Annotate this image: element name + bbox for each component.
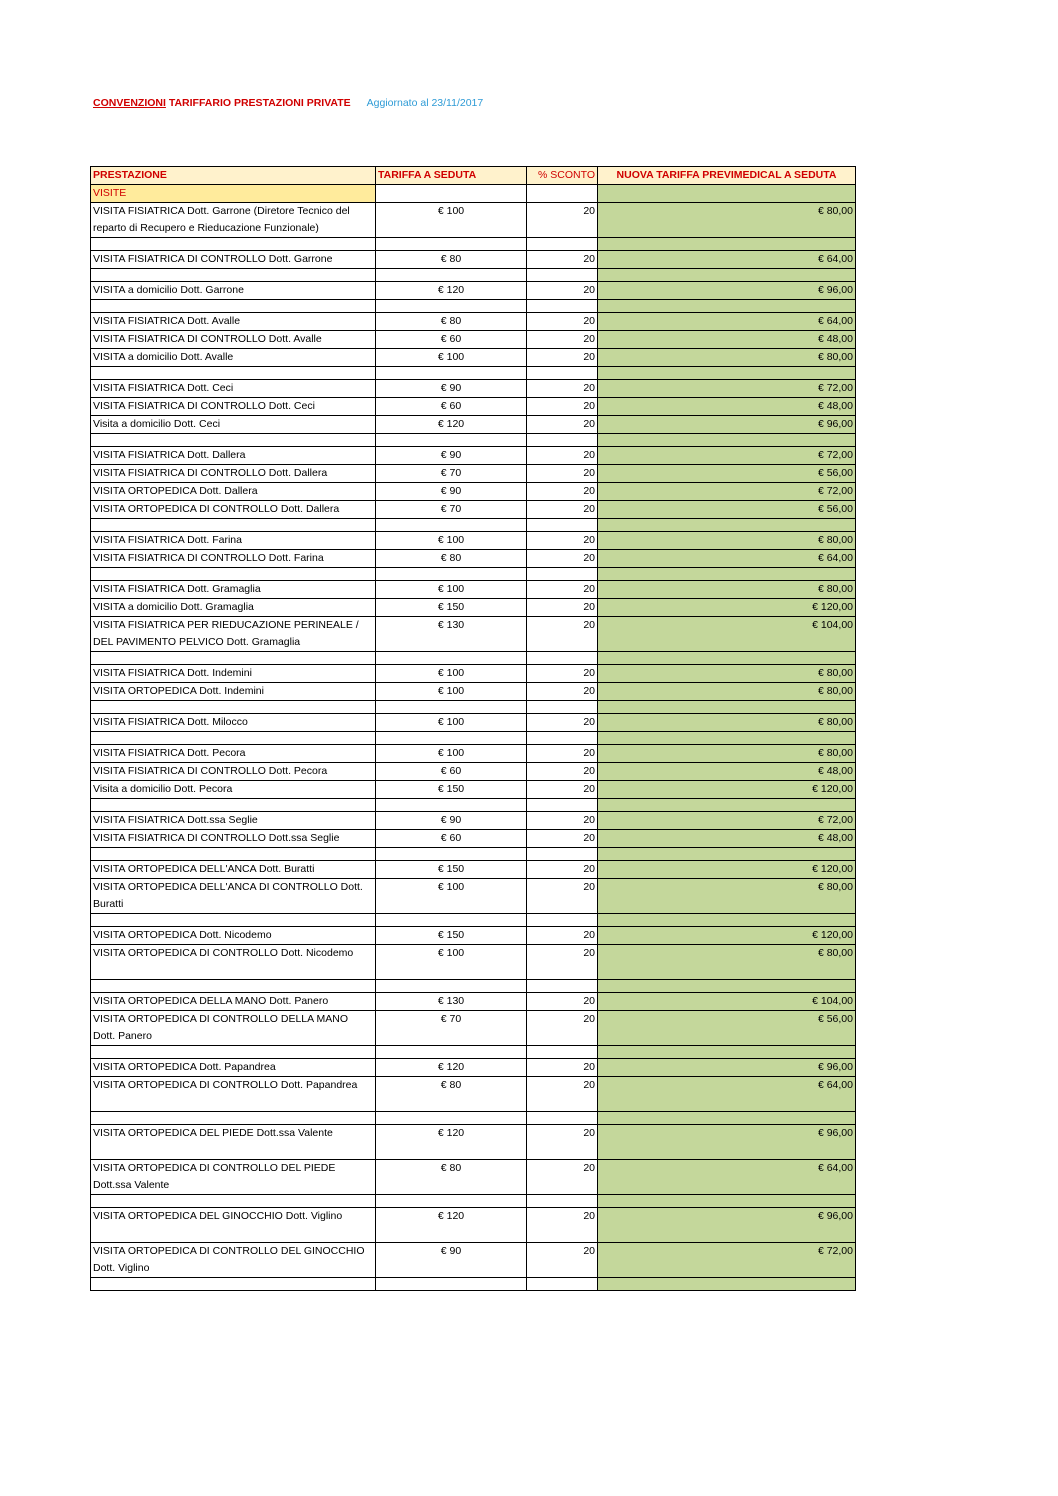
nuova-tariffa-cell [598, 1278, 856, 1291]
prestazione-cell: VISITA ORTOPEDICA DI CONTROLLO DELLA MANO Dott. Panero [91, 1011, 376, 1046]
tariffa-cell: € 100 [376, 665, 527, 683]
prestazione-cell [91, 367, 376, 380]
nuova-tariffa-cell: € 80,00 [598, 879, 856, 914]
sconto-cell [527, 238, 598, 251]
table-row [91, 501, 856, 519]
table-row [91, 282, 856, 300]
sconto-cell: 20 [527, 251, 598, 269]
sconto-cell [527, 1278, 598, 1291]
nuova-tariffa-cell: € 80,00 [598, 945, 856, 980]
tariffa-cell [376, 799, 527, 812]
column-header-prestazione: PRESTAZIONE [91, 167, 376, 185]
spacer-row [91, 1195, 856, 1208]
prestazione-cell [91, 799, 376, 812]
prestazione-cell [91, 1046, 376, 1059]
tariffa-cell: € 100 [376, 683, 527, 701]
sconto-cell: 20 [527, 447, 598, 465]
sconto-cell: 20 [527, 830, 598, 848]
prestazione-cell: VISITA FISIATRICA PER RIEDUCAZIONE PERINEALE / DEL PAVIMENTO PELVICO Dott. Gramaglia [91, 617, 376, 652]
prestazione-cell [91, 1195, 376, 1208]
nuova-tariffa-cell: € 80,00 [598, 745, 856, 763]
prestazione-cell: VISITA FISIATRICA DI CONTROLLO Dott. Dallera [91, 465, 376, 483]
nuova-tariffa-cell: € 80,00 [598, 714, 856, 732]
tariffa-cell: € 90 [376, 483, 527, 501]
nuova-tariffa-cell [598, 914, 856, 927]
sconto-cell: 20 [527, 861, 598, 879]
sconto-cell [527, 367, 598, 380]
prestazione-cell: VISITA a domicilio Dott. Avalle [91, 349, 376, 367]
nuova-tariffa-cell: € 96,00 [598, 1125, 856, 1160]
prestazione-cell: VISITA ORTOPEDICA DELL'ANCA DI CONTROLLO Dott. Buratti [91, 879, 376, 914]
tariffa-cell: € 80 [376, 313, 527, 331]
prestazione-cell: VISITA FISIATRICA Dott. Garrone (Diretore Tecnico del reparto di Recupero e Rieducazione Funzionale) [91, 203, 376, 238]
nuova-tariffa-cell: € 72,00 [598, 380, 856, 398]
nuova-tariffa-cell: € 120,00 [598, 927, 856, 945]
prestazione-cell: Visita a domicilio Dott. Ceci [91, 416, 376, 434]
sconto-cell [527, 1195, 598, 1208]
sconto-cell [527, 1046, 598, 1059]
prestazione-cell: VISITA ORTOPEDICA DI CONTROLLO Dott. Papandrea [91, 1077, 376, 1112]
nuova-tariffa-cell [598, 799, 856, 812]
prestazione-cell: VISITA FISIATRICA Dott. Dallera [91, 447, 376, 465]
nuova-tariffa-cell [598, 980, 856, 993]
tariffa-cell: € 100 [376, 532, 527, 550]
nuova-tariffa-cell [598, 848, 856, 861]
prestazione-cell [91, 1278, 376, 1291]
prestazione-cell [91, 848, 376, 861]
table-row [91, 349, 856, 367]
prestazione-cell: VISITA ORTOPEDICA DEL GINOCCHIO Dott. Viglino [91, 1208, 376, 1243]
nuova-tariffa-cell: € 56,00 [598, 1011, 856, 1046]
prestazione-cell [91, 652, 376, 665]
prestazione-cell [91, 1112, 376, 1125]
table-row [91, 398, 856, 416]
sconto-cell [527, 269, 598, 282]
sconto-cell: 20 [527, 380, 598, 398]
prestazione-cell: VISITA ORTOPEDICA Dott. Papandrea [91, 1059, 376, 1077]
sconto-cell [527, 848, 598, 861]
nuova-tariffa-cell [598, 652, 856, 665]
tariffa-cell: € 90 [376, 380, 527, 398]
nuova-tariffa-cell [598, 519, 856, 532]
prestazione-cell: VISITA FISIATRICA DI CONTROLLO Dott. Avalle [91, 331, 376, 349]
sconto-cell: 20 [527, 550, 598, 568]
prestazione-cell: VISITA ORTOPEDICA DI CONTROLLO DEL PIEDE Dott.ssa Valente [91, 1160, 376, 1195]
sconto-cell: 20 [527, 714, 598, 732]
sconto-cell: 20 [527, 599, 598, 617]
document-header [93, 97, 483, 109]
sconto-cell: 20 [527, 282, 598, 300]
spacer-row [91, 799, 856, 812]
prestazione-cell: VISITA ORTOPEDICA DELL'ANCA Dott. Buratti [91, 861, 376, 879]
table-body [91, 185, 856, 1291]
tariffa-cell: € 150 [376, 599, 527, 617]
table-row [91, 1125, 856, 1160]
nuova-tariffa-cell [598, 1112, 856, 1125]
spacer-row [91, 1046, 856, 1059]
sconto-cell [527, 1112, 598, 1125]
sconto-cell: 20 [527, 781, 598, 799]
prestazione-cell: VISITA FISIATRICA Dott. Farina [91, 532, 376, 550]
prestazione-cell [91, 701, 376, 714]
prestazione-cell [91, 519, 376, 532]
tariffa-cell: € 90 [376, 447, 527, 465]
nuova-tariffa-cell: € 80,00 [598, 532, 856, 550]
tariffa-cell [376, 652, 527, 665]
sconto-cell: 20 [527, 745, 598, 763]
tariffa-cell: € 130 [376, 617, 527, 652]
tariffa-cell [376, 1195, 527, 1208]
tariffa-cell: € 70 [376, 465, 527, 483]
prestazione-cell [91, 238, 376, 251]
sconto-cell [527, 652, 598, 665]
prestazione-cell: VISITA FISIATRICA Dott. Ceci [91, 380, 376, 398]
prestazione-cell: VISITA FISIATRICA DI CONTROLLO Dott.ssa Seglie [91, 830, 376, 848]
document-title: TARIFFARIO PRESTAZIONI PRIVATE [165, 97, 351, 109]
spacer-row [91, 1112, 856, 1125]
table-row [91, 812, 856, 830]
spacer-row [91, 300, 856, 313]
tariffa-cell: € 60 [376, 830, 527, 848]
nuova-tariffa-cell: € 80,00 [598, 683, 856, 701]
updated-date: Aggiornato al 23/11/2017 [366, 97, 484, 109]
table-row [91, 599, 856, 617]
tariffa-cell: € 150 [376, 781, 527, 799]
sconto-cell: 20 [527, 1125, 598, 1160]
tariffa-cell [376, 269, 527, 282]
nuova-tariffa-cell: € 96,00 [598, 416, 856, 434]
table-row [91, 781, 856, 799]
tariffa-cell: € 100 [376, 945, 527, 980]
prestazione-cell: VISITA ORTOPEDICA DEL PIEDE Dott.ssa Valente [91, 1125, 376, 1160]
sconto-cell: 20 [527, 483, 598, 501]
sconto-cell [527, 300, 598, 313]
table-row [91, 945, 856, 980]
prestazione-cell: VISITA a domicilio Dott. Gramaglia [91, 599, 376, 617]
tariffa-cell: € 60 [376, 398, 527, 416]
table-row [91, 927, 856, 945]
prestazione-cell: VISITA FISIATRICA Dott. Milocco [91, 714, 376, 732]
tariffa-cell: € 70 [376, 501, 527, 519]
nuova-tariffa-cell: € 72,00 [598, 1243, 856, 1278]
tariffa-cell [376, 367, 527, 380]
table-row [91, 879, 856, 914]
nuova-tariffa-cell: € 72,00 [598, 483, 856, 501]
sconto-cell: 20 [527, 331, 598, 349]
tariffa-cell: € 80 [376, 1077, 527, 1112]
nuova-tariffa-cell: € 96,00 [598, 1059, 856, 1077]
prestazione-cell: VISITA ORTOPEDICA DI CONTROLLO Dott. Nicodemo [91, 945, 376, 980]
table-row [91, 1059, 856, 1077]
spacer-row [91, 980, 856, 993]
prestazione-cell: VISITA FISIATRICA DI CONTROLLO Dott. Pecora [91, 763, 376, 781]
nuova-tariffa-cell [598, 732, 856, 745]
table-row [91, 380, 856, 398]
table-row [91, 993, 856, 1011]
nuova-tariffa-cell: € 80,00 [598, 581, 856, 599]
tariffa-cell: € 80 [376, 1160, 527, 1195]
tariffa-cell: € 120 [376, 1059, 527, 1077]
tariffa-cell: € 150 [376, 861, 527, 879]
nuova-tariffa-cell [598, 1046, 856, 1059]
prestazione-cell [91, 980, 376, 993]
tariffa-cell: € 130 [376, 993, 527, 1011]
tariffa-cell: € 90 [376, 1243, 527, 1278]
nuova-tariffa-cell: € 48,00 [598, 398, 856, 416]
nuova-tariffa-cell [598, 367, 856, 380]
table-row [91, 532, 856, 550]
sconto-cell: 20 [527, 1243, 598, 1278]
tariffa-cell [376, 568, 527, 581]
prestazione-cell: VISITA ORTOPEDICA DI CONTROLLO Dott. Dallera [91, 501, 376, 519]
spacer-row [91, 568, 856, 581]
sconto-cell: 20 [527, 879, 598, 914]
tariffa-cell [376, 1046, 527, 1059]
prestazione-cell: VISITA FISIATRICA Dott.ssa Seglie [91, 812, 376, 830]
nuova-tariffa-cell: € 72,00 [598, 447, 856, 465]
prestazione-cell [91, 300, 376, 313]
sconto-cell: 20 [527, 398, 598, 416]
spacer-row [91, 1278, 856, 1291]
nuova-tariffa-cell [598, 238, 856, 251]
prestazione-cell [91, 269, 376, 282]
sconto-cell: 20 [527, 501, 598, 519]
table-row [91, 763, 856, 781]
prestazione-cell: VISITA ORTOPEDICA Dott. Dallera [91, 483, 376, 501]
nuova-tariffa-cell: € 64,00 [598, 1077, 856, 1112]
sconto-cell: 20 [527, 1011, 598, 1046]
section-row [91, 185, 856, 203]
table-row [91, 447, 856, 465]
tariffa-cell [376, 238, 527, 251]
nuova-tariffa-cell: € 96,00 [598, 282, 856, 300]
sconto-cell [527, 568, 598, 581]
spacer-row [91, 238, 856, 251]
sconto-cell [527, 434, 598, 447]
tariffa-cell [376, 701, 527, 714]
table-row [91, 617, 856, 652]
nuova-tariffa-cell: € 64,00 [598, 313, 856, 331]
sconto-cell: 20 [527, 1077, 598, 1112]
tariffa-cell: € 60 [376, 763, 527, 781]
tariffa-cell [376, 1112, 527, 1125]
tariffa-cell [376, 732, 527, 745]
sconto-cell: 20 [527, 1059, 598, 1077]
tariffa-cell [376, 848, 527, 861]
nuova-tariffa-cell: € 56,00 [598, 501, 856, 519]
nuova-tariffa-cell [598, 568, 856, 581]
prestazione-cell: Visita a domicilio Dott. Pecora [91, 781, 376, 799]
sconto-cell [527, 799, 598, 812]
nuova-tariffa-cell: € 64,00 [598, 550, 856, 568]
sconto-cell: 20 [527, 665, 598, 683]
sconto-cell [527, 519, 598, 532]
nuova-tariffa-cell: € 96,00 [598, 1208, 856, 1243]
sconto-cell: 20 [527, 581, 598, 599]
tariffa-cell: € 120 [376, 1125, 527, 1160]
tariffa-cell: € 70 [376, 1011, 527, 1046]
prestazione-cell [91, 732, 376, 745]
prestazione-cell [91, 568, 376, 581]
sconto-cell [527, 980, 598, 993]
table-row [91, 581, 856, 599]
sconto-cell: 20 [527, 532, 598, 550]
spacer-row [91, 367, 856, 380]
sconto-cell: 20 [527, 993, 598, 1011]
sconto-cell: 20 [527, 683, 598, 701]
prestazione-cell: VISITA ORTOPEDICA DELLA MANO Dott. Panero [91, 993, 376, 1011]
section-label: VISITE [91, 185, 376, 203]
prestazione-cell: VISITA FISIATRICA DI CONTROLLO Dott. Farina [91, 550, 376, 568]
table-row [91, 251, 856, 269]
prestazione-cell: VISITA FISIATRICA Dott. Avalle [91, 313, 376, 331]
table-row [91, 550, 856, 568]
sconto-cell [527, 914, 598, 927]
nuova-tariffa-cell: € 120,00 [598, 781, 856, 799]
table-row [91, 1011, 856, 1046]
sconto-cell: 20 [527, 927, 598, 945]
table-row [91, 416, 856, 434]
sconto-cell: 20 [527, 812, 598, 830]
sconto-cell: 20 [527, 763, 598, 781]
nuova-tariffa-cell: € 104,00 [598, 617, 856, 652]
table-row [91, 465, 856, 483]
tariffa-cell: € 90 [376, 812, 527, 830]
table-row [91, 665, 856, 683]
tariffa-cell [376, 914, 527, 927]
tariffa-cell [376, 300, 527, 313]
prestazione-cell: VISITA a domicilio Dott. Garrone [91, 282, 376, 300]
spacer-row [91, 701, 856, 714]
table-row [91, 861, 856, 879]
nuova-tariffa-cell: € 104,00 [598, 993, 856, 1011]
spacer-row [91, 519, 856, 532]
tariffa-cell [376, 434, 527, 447]
tariffa-cell: € 100 [376, 714, 527, 732]
prestazione-cell [91, 434, 376, 447]
column-header-sconto: % SCONTO [527, 167, 598, 185]
sconto-cell: 20 [527, 313, 598, 331]
nuova-tariffa-cell [598, 300, 856, 313]
sconto-cell: 20 [527, 203, 598, 238]
nuova-tariffa-cell: € 48,00 [598, 763, 856, 781]
nuova-tariffa-cell: € 64,00 [598, 251, 856, 269]
tariffa-cell [376, 519, 527, 532]
nuova-tariffa-cell: € 80,00 [598, 349, 856, 367]
sconto-cell: 20 [527, 945, 598, 980]
table-row [91, 683, 856, 701]
prestazione-cell: VISITA FISIATRICA Dott. Pecora [91, 745, 376, 763]
nuova-tariffa-cell: € 120,00 [598, 599, 856, 617]
tariffa-cell: € 100 [376, 581, 527, 599]
nuova-tariffa-cell: € 64,00 [598, 1160, 856, 1195]
table-row [91, 1208, 856, 1243]
spacer-row [91, 732, 856, 745]
nuova-tariffa-cell: € 120,00 [598, 861, 856, 879]
table-header-row [91, 167, 856, 185]
tariff-table [90, 166, 856, 1291]
prestazione-cell: VISITA FISIATRICA Dott. Gramaglia [91, 581, 376, 599]
sconto-cell [527, 732, 598, 745]
nuova-tariffa-cell [598, 701, 856, 714]
tariffa-cell: € 120 [376, 416, 527, 434]
tariffa-cell: € 120 [376, 282, 527, 300]
sconto-cell: 20 [527, 465, 598, 483]
nuova-tariffa-cell: € 48,00 [598, 331, 856, 349]
table-row [91, 313, 856, 331]
spacer-row [91, 269, 856, 282]
nuova-tariffa-cell: € 48,00 [598, 830, 856, 848]
prestazione-cell: VISITA FISIATRICA DI CONTROLLO Dott. Garrone [91, 251, 376, 269]
spacer-row [91, 914, 856, 927]
tariffa-cell: € 80 [376, 550, 527, 568]
prestazione-cell [91, 914, 376, 927]
spacer-row [91, 652, 856, 665]
prestazione-cell: VISITA FISIATRICA Dott. Indemini [91, 665, 376, 683]
nuova-tariffa-cell: € 72,00 [598, 812, 856, 830]
column-header-tariffa: TARIFFA A SEDUTA [376, 167, 527, 185]
table-row [91, 714, 856, 732]
tariffa-cell [376, 1278, 527, 1291]
table-row [91, 1160, 856, 1195]
nuova-tariffa-cell: € 80,00 [598, 203, 856, 238]
tariffa-cell: € 100 [376, 349, 527, 367]
spacer-row [91, 434, 856, 447]
nuova-tariffa-cell [598, 1195, 856, 1208]
nuova-tariffa-cell [598, 269, 856, 282]
prestazione-cell: VISITA ORTOPEDICA DI CONTROLLO DEL GINOCCHIO Dott. Viglino [91, 1243, 376, 1278]
table-row [91, 830, 856, 848]
prestazione-cell: VISITA ORTOPEDICA Dott. Indemini [91, 683, 376, 701]
table-row [91, 1243, 856, 1278]
table-row [91, 1077, 856, 1112]
tariffa-cell: € 60 [376, 331, 527, 349]
table-row [91, 331, 856, 349]
column-header-nuova-tariffa: NUOVA TARIFFA PREVIMEDICAL A SEDUTA [598, 167, 856, 185]
sconto-cell: 20 [527, 1208, 598, 1243]
convenzioni-label: CONVENZIONI [93, 97, 166, 109]
tariffa-cell: € 120 [376, 1208, 527, 1243]
table-row [91, 483, 856, 501]
tariffa-cell: € 80 [376, 251, 527, 269]
spacer-row [91, 848, 856, 861]
prestazione-cell: VISITA ORTOPEDICA Dott. Nicodemo [91, 927, 376, 945]
sconto-cell: 20 [527, 416, 598, 434]
tariffa-cell: € 150 [376, 927, 527, 945]
sconto-cell [527, 701, 598, 714]
nuova-tariffa-cell: € 80,00 [598, 665, 856, 683]
table-row [91, 745, 856, 763]
table-row [91, 203, 856, 238]
tariffa-cell: € 100 [376, 203, 527, 238]
sconto-cell: 20 [527, 617, 598, 652]
tariffa-cell [376, 980, 527, 993]
tariffa-cell: € 100 [376, 745, 527, 763]
nuova-tariffa-cell: € 56,00 [598, 465, 856, 483]
nuova-tariffa-cell [598, 434, 856, 447]
sconto-cell: 20 [527, 1160, 598, 1195]
sconto-cell: 20 [527, 349, 598, 367]
prestazione-cell: VISITA FISIATRICA DI CONTROLLO Dott. Ceci [91, 398, 376, 416]
tariffa-cell: € 100 [376, 879, 527, 914]
